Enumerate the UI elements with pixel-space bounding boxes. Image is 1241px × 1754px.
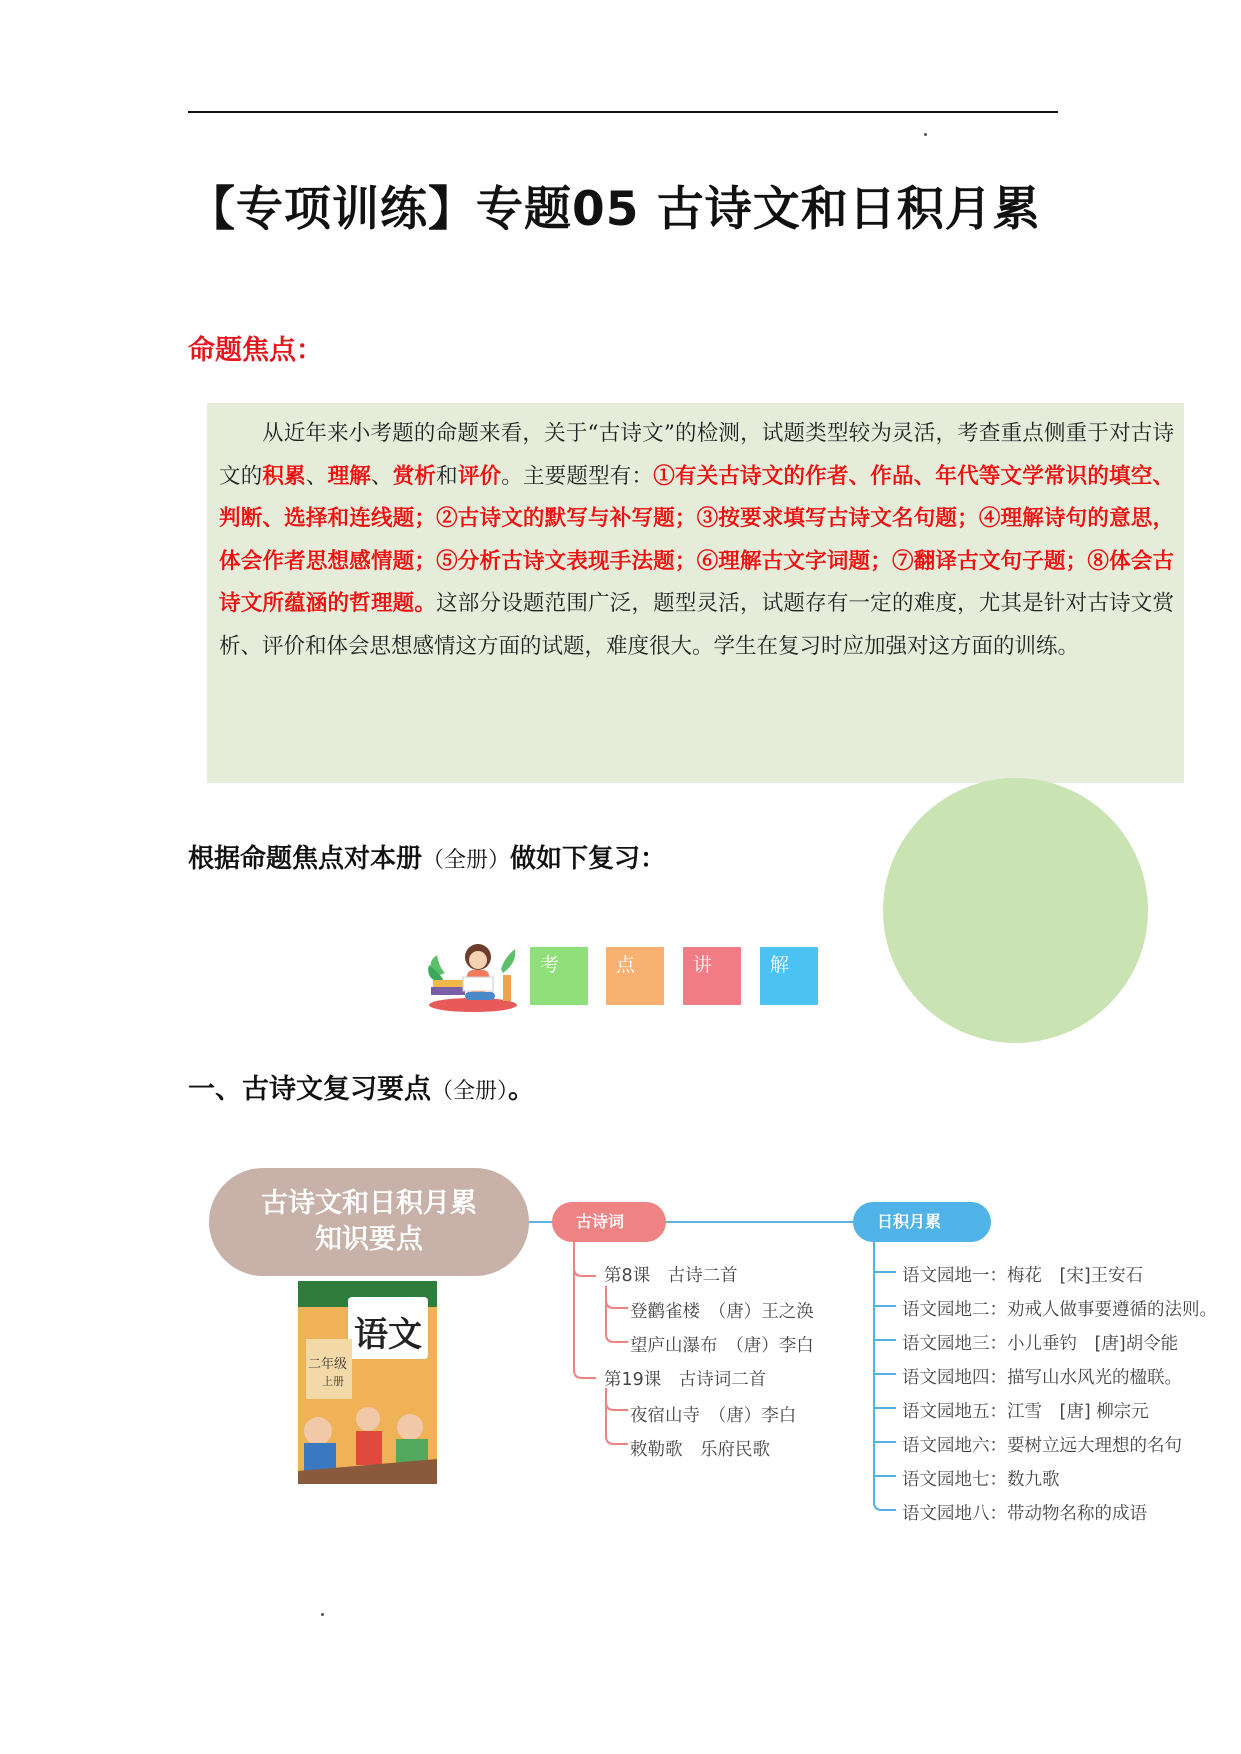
tile-jiang-label: 讲 bbox=[693, 954, 713, 976]
tile-kao bbox=[530, 947, 588, 1005]
tile-jie bbox=[760, 947, 818, 1005]
daily-item-3: 语文园地三：小儿垂钓 [唐]胡令能 bbox=[902, 1334, 1179, 1354]
daily-item-2: 语文园地二：劝戒人做事要遵循的法则。 bbox=[902, 1300, 1217, 1320]
review-heading-scope: （全册） bbox=[422, 848, 511, 873]
focus-sep-3: 和 bbox=[436, 463, 458, 489]
footer-dot bbox=[321, 1613, 324, 1616]
book-grade: 二年级 bbox=[308, 1357, 348, 1372]
decorative-circle bbox=[883, 778, 1148, 1043]
mindmap-root-line2: 知识要点 bbox=[315, 1224, 423, 1255]
mindmap-root bbox=[209, 1168, 529, 1276]
section-heading bbox=[188, 1067, 535, 1106]
poem-yesushansi: 夜宿山寺 （唐）李白 bbox=[630, 1406, 797, 1426]
daily-item-5: 语文园地五：江雪 [唐] 柳宗元 bbox=[902, 1402, 1149, 1422]
poem-chilege: 敕勒歌 乐府民歌 bbox=[630, 1440, 770, 1460]
review-heading-tail: 做如下复习： bbox=[510, 844, 667, 874]
review-heading-text: 根据命题焦点对本册 bbox=[188, 844, 423, 874]
textbook-cover bbox=[298, 1281, 437, 1484]
section-heading-tail: 。 bbox=[508, 1074, 536, 1105]
branch-poems-label: 古诗词 bbox=[576, 1212, 625, 1231]
tile-dian-label: 点 bbox=[616, 954, 636, 976]
tile-jiang bbox=[683, 947, 741, 1005]
header-rule bbox=[188, 111, 1058, 113]
daily-item-1: 语文园地一：梅花 [宋]王安石 bbox=[902, 1266, 1144, 1286]
keyword-evaluate: 评价 bbox=[457, 463, 502, 489]
daily-item-7: 语文园地七：数九歌 bbox=[902, 1470, 1060, 1490]
poem-wanglushanpubu: 望庐山瀑布 （唐）李白 bbox=[630, 1336, 814, 1356]
focus-paragraph bbox=[219, 413, 1174, 668]
daily-item-4: 语文园地四：描写山水风光的楹联。 bbox=[902, 1368, 1182, 1388]
focus-text-1: 从近年来小考题的命题来看，关于“古诗文”的检测，试题类型较为灵活，考查重点侧重于对古诗文的 bbox=[219, 421, 1174, 489]
tile-kao-label: 考 bbox=[540, 954, 560, 976]
daily-item-8: 语文园地八：带动物名称的成语 bbox=[902, 1504, 1147, 1524]
focus-text-3: 这部分设题范围广泛，题型灵活，试题存有一定的难度，尤其是针对古诗文赏析、评价和体会思想感情这方面的试题，难度很大。学生在复习时应加强对这方面的训练。 bbox=[219, 591, 1174, 659]
mindmap-root-line1: 古诗文和日积月累 bbox=[261, 1188, 477, 1219]
page-dot bbox=[924, 133, 927, 136]
focus-box bbox=[207, 403, 1184, 783]
keyword-accumulate: 积累 bbox=[262, 463, 306, 489]
daily-item-6: 语文园地六：要树立远大理想的名句 bbox=[902, 1436, 1182, 1456]
section-heading-scope: （全册） bbox=[431, 1079, 509, 1104]
focus-text-2: 。主要题型有： bbox=[501, 463, 654, 489]
branch-poems bbox=[552, 1202, 666, 1242]
branch-daily-label: 日积月累 bbox=[877, 1212, 942, 1231]
question-types: ①有关古诗文的作者、作品、年代等文学常识的填空、判断、选择和连线题；②古诗文的默写与补写题；③按要求填写古诗文名句题；④理解诗句的意思，体会作者思想感情题；⑤分析古诗文表现手法题；⑥理解古文字词题；⑦翻译古文句子题；⑧体会古诗文所蕴涵的哲理题。 bbox=[219, 463, 1174, 616]
focus-sep-2: 、 bbox=[370, 463, 393, 489]
branch-daily bbox=[853, 1202, 991, 1242]
book-title: 语文 bbox=[354, 1315, 422, 1355]
section-heading-text: 一、古诗文复习要点 bbox=[188, 1074, 431, 1105]
lesson-8: 第8课 古诗二首 bbox=[604, 1266, 738, 1286]
focus-heading: 命题焦点： bbox=[188, 335, 323, 366]
tile-dian bbox=[606, 947, 664, 1005]
review-heading bbox=[188, 838, 666, 875]
page-title: 【专项训练】专题05 古诗文和日积月累 bbox=[188, 182, 1041, 237]
connector-branches bbox=[666, 1221, 858, 1223]
tile-jie-label: 解 bbox=[770, 954, 790, 976]
focus-sep-1: 、 bbox=[305, 463, 328, 489]
lesson-19: 第19课 古诗词二首 bbox=[604, 1370, 767, 1390]
keyword-appreciate: 赏析 bbox=[392, 463, 437, 489]
reading-girl-illustration bbox=[423, 937, 519, 1013]
book-volume: 上册 bbox=[322, 1375, 344, 1388]
keyword-understand: 理解 bbox=[327, 463, 371, 489]
poem-dengguanquelou: 登鹳雀楼 （唐）王之涣 bbox=[630, 1302, 814, 1322]
